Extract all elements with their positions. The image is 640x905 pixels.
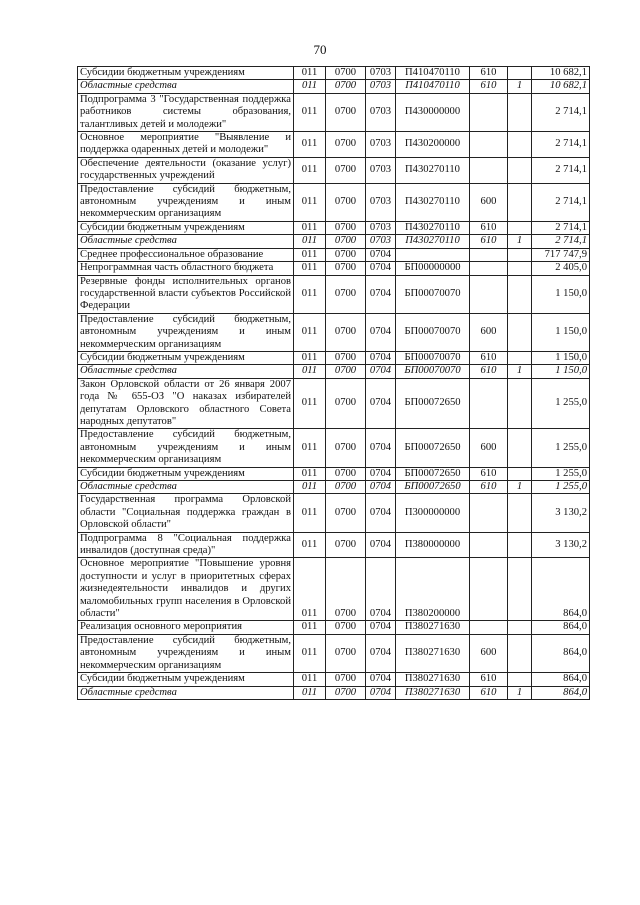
table-row	[78, 558, 590, 621]
article-code: П430270110	[396, 221, 470, 234]
row-name: Обеспечение деятельности (оказание услуг) государственных учреждений	[78, 157, 294, 183]
expense-type-code: 610	[470, 351, 508, 364]
ministry-code: 011	[294, 494, 326, 532]
row-name: Резервные фонды исполнительных органов государственной власти субъектов Российской Федерации	[78, 275, 294, 313]
amount-value: 864,0	[532, 673, 590, 686]
funding-source-code	[508, 67, 532, 80]
subsection-code: 0704	[366, 378, 396, 429]
ministry-code: 011	[294, 532, 326, 558]
ministry-code: 011	[294, 467, 326, 480]
section-code: 0700	[326, 532, 366, 558]
ministry-code: 011	[294, 221, 326, 234]
subsection-code: 0704	[366, 313, 396, 351]
ministry-code: 011	[294, 558, 326, 621]
funding-source-code: 1	[508, 80, 532, 93]
article-code: П300000000	[396, 494, 470, 532]
article-code: БП00072650	[396, 481, 470, 494]
subsection-code: 0703	[366, 183, 396, 221]
table-row	[78, 429, 590, 467]
subsection-code: 0704	[366, 621, 396, 634]
section-code: 0700	[326, 558, 366, 621]
ministry-code: 011	[294, 262, 326, 275]
article-code: П380000000	[396, 532, 470, 558]
expense-type-code: 610	[470, 67, 508, 80]
subsection-code: 0704	[366, 686, 396, 699]
subsection-code: 0704	[366, 275, 396, 313]
table-row	[78, 221, 590, 234]
expense-type-code: 610	[470, 365, 508, 378]
section-code: 0700	[326, 221, 366, 234]
ministry-code: 011	[294, 235, 326, 248]
budget-table	[77, 66, 590, 700]
expense-type-code	[470, 558, 508, 621]
ministry-code: 011	[294, 351, 326, 364]
amount-value: 3 130,2	[532, 494, 590, 532]
article-code: П380271630	[396, 686, 470, 699]
section-code: 0700	[326, 275, 366, 313]
ministry-code: 011	[294, 429, 326, 467]
row-name: Основное мероприятие "Выявление и поддержка одаренных детей и молодежи"	[78, 132, 294, 158]
amount-value: 1 150,0	[532, 365, 590, 378]
row-name: Субсидии бюджетным учреждениям	[78, 673, 294, 686]
section-code: 0700	[326, 132, 366, 158]
amount-value: 3 130,2	[532, 532, 590, 558]
article-code	[396, 248, 470, 261]
amount-value: 1 150,0	[532, 351, 590, 364]
budget-table-body	[78, 67, 590, 700]
ministry-code: 011	[294, 80, 326, 93]
article-code: БП00070070	[396, 351, 470, 364]
subsection-code: 0704	[366, 481, 396, 494]
funding-source-code	[508, 351, 532, 364]
expense-type-code	[470, 275, 508, 313]
funding-source-code	[508, 221, 532, 234]
article-code: П380271630	[396, 621, 470, 634]
row-name: Предоставление субсидий бюджетным, автономным учреждениям и иным некоммерческим организациям	[78, 183, 294, 221]
subsection-code: 0703	[366, 132, 396, 158]
subsection-code: 0704	[366, 262, 396, 275]
funding-source-code	[508, 157, 532, 183]
amount-value: 1 255,0	[532, 481, 590, 494]
row-name: Субсидии бюджетным учреждениям	[78, 67, 294, 80]
subsection-code: 0704	[366, 351, 396, 364]
article-code: П430200000	[396, 132, 470, 158]
amount-value: 864,0	[532, 558, 590, 621]
section-code: 0700	[326, 467, 366, 480]
funding-source-code	[508, 313, 532, 351]
amount-value: 1 255,0	[532, 429, 590, 467]
table-row	[78, 481, 590, 494]
section-code: 0700	[326, 235, 366, 248]
amount-value: 1 255,0	[532, 467, 590, 480]
section-code: 0700	[326, 93, 366, 131]
article-code: БП00000000	[396, 262, 470, 275]
expense-type-code	[470, 248, 508, 261]
funding-source-code: 1	[508, 686, 532, 699]
funding-source-code	[508, 494, 532, 532]
ministry-code: 011	[294, 183, 326, 221]
expense-type-code: 610	[470, 467, 508, 480]
ministry-code: 011	[294, 378, 326, 429]
table-row	[78, 157, 590, 183]
expense-type-code	[470, 532, 508, 558]
row-name: Областные средства	[78, 235, 294, 248]
table-row	[78, 80, 590, 93]
table-row	[78, 93, 590, 131]
table-row	[78, 313, 590, 351]
article-code: П430270110	[396, 183, 470, 221]
subsection-code: 0704	[366, 532, 396, 558]
funding-source-code	[508, 429, 532, 467]
funding-source-code	[508, 558, 532, 621]
row-name: Субсидии бюджетным учреждениям	[78, 221, 294, 234]
amount-value: 2 714,1	[532, 183, 590, 221]
ministry-code: 011	[294, 481, 326, 494]
section-code: 0700	[326, 429, 366, 467]
subsection-code: 0704	[366, 467, 396, 480]
expense-type-code: 610	[470, 221, 508, 234]
amount-value: 2 405,0	[532, 262, 590, 275]
section-code: 0700	[326, 80, 366, 93]
amount-value: 1 150,0	[532, 275, 590, 313]
article-code: П430270110	[396, 157, 470, 183]
subsection-code: 0703	[366, 157, 396, 183]
subsection-code: 0704	[366, 494, 396, 532]
ministry-code: 011	[294, 248, 326, 261]
page-number: 70	[313, 42, 327, 57]
funding-source-code	[508, 532, 532, 558]
table-row	[78, 532, 590, 558]
table-row	[78, 183, 590, 221]
section-code: 0700	[326, 365, 366, 378]
table-row	[78, 365, 590, 378]
ministry-code: 011	[294, 132, 326, 158]
amount-value: 10 682,1	[532, 67, 590, 80]
subsection-code: 0704	[366, 429, 396, 467]
section-code: 0700	[326, 351, 366, 364]
subsection-code: 0703	[366, 235, 396, 248]
ministry-code: 011	[294, 634, 326, 672]
row-name: Субсидии бюджетным учреждениям	[78, 467, 294, 480]
article-code: БП00072650	[396, 467, 470, 480]
table-row	[78, 275, 590, 313]
row-name: Областные средства	[78, 365, 294, 378]
ministry-code: 011	[294, 673, 326, 686]
table-row	[78, 132, 590, 158]
funding-source-code	[508, 673, 532, 686]
article-code: БП00070070	[396, 313, 470, 351]
expense-type-code: 600	[470, 313, 508, 351]
article-code: П380271630	[396, 634, 470, 672]
row-name: Реализация основного мероприятия	[78, 621, 294, 634]
article-code: БП00072650	[396, 429, 470, 467]
funding-source-code: 1	[508, 481, 532, 494]
row-name: Подпрограмма 3 "Государственная поддержка работников системы образования, талантливых детей и молодежи"	[78, 93, 294, 131]
table-row	[78, 634, 590, 672]
expense-type-code	[470, 132, 508, 158]
expense-type-code: 610	[470, 686, 508, 699]
table-row	[78, 467, 590, 480]
subsection-code: 0703	[366, 221, 396, 234]
funding-source-code	[508, 378, 532, 429]
table-row	[78, 494, 590, 532]
section-code: 0700	[326, 621, 366, 634]
amount-value: 2 714,1	[532, 132, 590, 158]
table-row	[78, 351, 590, 364]
ministry-code: 011	[294, 275, 326, 313]
section-code: 0700	[326, 481, 366, 494]
subsection-code: 0704	[366, 365, 396, 378]
article-code: П410470110	[396, 80, 470, 93]
funding-source-code	[508, 621, 532, 634]
row-name: Областные средства	[78, 80, 294, 93]
ministry-code: 011	[294, 93, 326, 131]
article-code: П380271630	[396, 673, 470, 686]
expense-type-code	[470, 262, 508, 275]
funding-source-code	[508, 93, 532, 131]
row-name: Государственная программа Орловской области "Социальная поддержка граждан в Орловской области"	[78, 494, 294, 532]
row-name: Среднее профессиональное образование	[78, 248, 294, 261]
article-code: П380200000	[396, 558, 470, 621]
expense-type-code	[470, 378, 508, 429]
row-name: Областные средства	[78, 481, 294, 494]
table-row	[78, 621, 590, 634]
amount-value: 717 747,9	[532, 248, 590, 261]
row-name: Непрограммная часть областного бюджета	[78, 262, 294, 275]
subsection-code: 0704	[366, 558, 396, 621]
subsection-code: 0703	[366, 93, 396, 131]
amount-value: 864,0	[532, 634, 590, 672]
ministry-code: 011	[294, 67, 326, 80]
section-code: 0700	[326, 634, 366, 672]
row-name: Предоставление субсидий бюджетным, автономным учреждениям и иным некоммерческим организациям	[78, 634, 294, 672]
funding-source-code: 1	[508, 365, 532, 378]
table-row	[78, 67, 590, 80]
section-code: 0700	[326, 183, 366, 221]
table-row	[78, 235, 590, 248]
funding-source-code	[508, 183, 532, 221]
table-row	[78, 686, 590, 699]
article-code: П410470110	[396, 67, 470, 80]
row-name: Закон Орловской области от 26 января 2007 года № 655-ОЗ "О наказах избирателей депутатам Орловского областного Совета народных депутатов"	[78, 378, 294, 429]
table-row	[78, 248, 590, 261]
table-row	[78, 378, 590, 429]
expense-type-code: 600	[470, 429, 508, 467]
ministry-code: 011	[294, 313, 326, 351]
funding-source-code: 1	[508, 235, 532, 248]
section-code: 0700	[326, 67, 366, 80]
subsection-code: 0704	[366, 634, 396, 672]
row-name: Подпрограмма 8 "Социальная поддержка инвалидов (доступная среда)"	[78, 532, 294, 558]
section-code: 0700	[326, 262, 366, 275]
section-code: 0700	[326, 157, 366, 183]
row-name: Предоставление субсидий бюджетным, автономным учреждениям и иным некоммерческим организациям	[78, 313, 294, 351]
article-code: П430270110	[396, 235, 470, 248]
article-code: БП00070070	[396, 275, 470, 313]
funding-source-code	[508, 132, 532, 158]
section-code: 0700	[326, 248, 366, 261]
expense-type-code	[470, 157, 508, 183]
subsection-code: 0704	[366, 673, 396, 686]
ministry-code: 011	[294, 621, 326, 634]
expense-type-code	[470, 621, 508, 634]
expense-type-code: 610	[470, 481, 508, 494]
expense-type-code: 610	[470, 235, 508, 248]
row-name: Основное мероприятие "Повышение уровня доступности и услуг в приоритетных сферах жизнедеятельности инвалидов и других маломобильных групп населения в Орловской области"	[78, 558, 294, 621]
expense-type-code: 610	[470, 673, 508, 686]
article-code: БП00072650	[396, 378, 470, 429]
subsection-code: 0703	[366, 80, 396, 93]
funding-source-code	[508, 275, 532, 313]
row-name: Предоставление субсидий бюджетным, автономным учреждениям и иным некоммерческим организациям	[78, 429, 294, 467]
section-code: 0700	[326, 686, 366, 699]
funding-source-code	[508, 634, 532, 672]
amount-value: 1 255,0	[532, 378, 590, 429]
section-code: 0700	[326, 378, 366, 429]
funding-source-code	[508, 467, 532, 480]
subsection-code: 0703	[366, 67, 396, 80]
amount-value: 864,0	[532, 686, 590, 699]
table-row	[78, 673, 590, 686]
ministry-code: 011	[294, 365, 326, 378]
expense-type-code: 600	[470, 634, 508, 672]
row-name: Областные средства	[78, 686, 294, 699]
ministry-code: 011	[294, 157, 326, 183]
expense-type-code	[470, 93, 508, 131]
amount-value: 10 682,1	[532, 80, 590, 93]
amount-value: 2 714,1	[532, 93, 590, 131]
expense-type-code: 610	[470, 80, 508, 93]
article-code: П430000000	[396, 93, 470, 131]
funding-source-code	[508, 262, 532, 275]
subsection-code: 0704	[366, 248, 396, 261]
article-code: БП00070070	[396, 365, 470, 378]
table-row	[78, 262, 590, 275]
amount-value: 2 714,1	[532, 235, 590, 248]
amount-value: 2 714,1	[532, 157, 590, 183]
row-name: Субсидии бюджетным учреждениям	[78, 351, 294, 364]
amount-value: 1 150,0	[532, 313, 590, 351]
expense-type-code: 600	[470, 183, 508, 221]
amount-value: 864,0	[532, 621, 590, 634]
ministry-code: 011	[294, 686, 326, 699]
section-code: 0700	[326, 673, 366, 686]
amount-value: 2 714,1	[532, 221, 590, 234]
funding-source-code	[508, 248, 532, 261]
section-code: 0700	[326, 313, 366, 351]
section-code: 0700	[326, 494, 366, 532]
expense-type-code	[470, 494, 508, 532]
